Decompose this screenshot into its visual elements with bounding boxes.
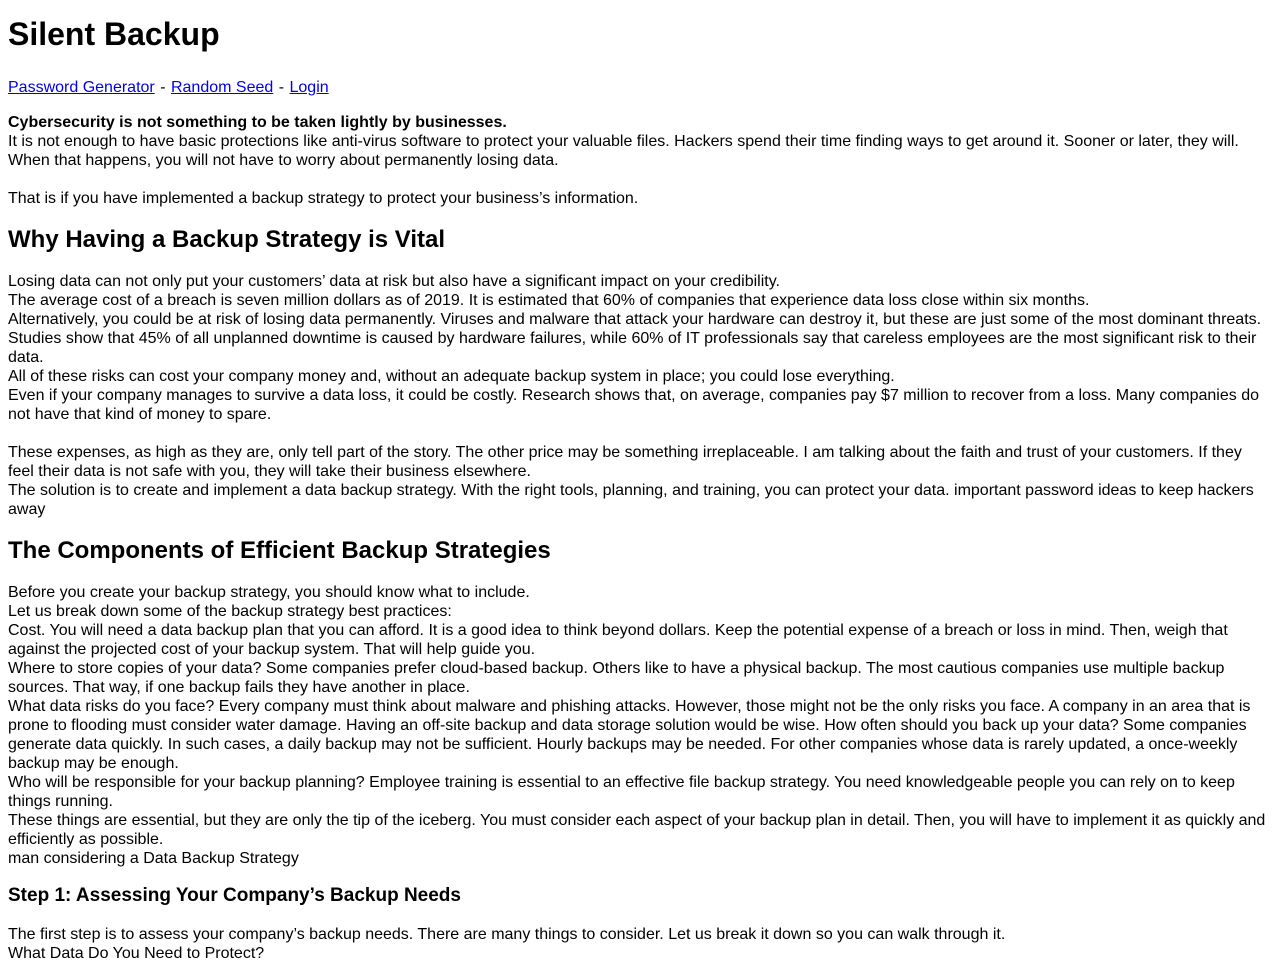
section-text: What data risks do you face? Every company must think about malware and phishing attacks. However, those might not be the only risks you face. A company in an area that is prone to flooding must consider water damage. Having an off-site backup and data storage solution would be wise. How often should you back up your data? Some companies generate data quickly. In such cases, a daily backup may not be sufficient. Hourly backups may be needed. For other companies whose data is rarely updated, a once-weekly backup may be enough. <box>8 698 1251 772</box>
section-text: Cost. You will need a data backup plan that you can afford. It is a good idea to think beyond dollars. Keep the potential expense of a breach or loss in mind. Then, weigh that against the projected cost of your backup system. That will help guide you. <box>8 622 1228 658</box>
section-text: Before you create your backup strategy, you should know what to include. <box>8 584 530 601</box>
section-text: These expenses, as high as they are, only tell part of the story. The other price may be something irreplaceable. I am talking about the faith and trust of your customers. If they feel their data is not safe with you, they will take their business elsewhere. <box>8 444 1242 480</box>
section-text: The average cost of a breach is seven million dollars as of 2019. It is estimated that 60% of companies that experience data loss close within six months. <box>8 292 1090 309</box>
section-heading-step1: Step 1: Assessing Your Company’s Backup Needs <box>8 885 461 906</box>
nav-link-random-seed[interactable]: Random Seed <box>170 79 274 96</box>
section-text: What Data Do You Need to Protect? <box>8 945 265 960</box>
section-text: Who will be responsible for your backup planning? Employee training is essential to an effective file backup strategy. You need knowledgeable people you can rely on to keep things running. <box>8 774 1235 810</box>
intro-lead: Cybersecurity is not something to be taken lightly by businesses. <box>8 114 507 131</box>
section-text: The first step is to assess your company’s backup needs. There are many things to consider. Let us break it down so you can walk through it. <box>8 926 1006 943</box>
section-text: Losing data can not only put your customers’ data at risk but also have a significant impact on your credibility. <box>8 273 780 290</box>
top-nav <box>8 78 329 97</box>
section-text: All of these risks can cost your company money and, without an adequate backup system in place; you could lose everything. <box>8 368 895 385</box>
section-text: Even if your company manages to survive a data loss, it could be costly. Research shows that, on average, companies pay $7 million to recover from a loss. Many companies do not have that kind of money to spare. <box>8 387 1259 423</box>
nav-link-login[interactable]: Login <box>289 79 329 96</box>
nav-link-password-generator[interactable]: Password Generator <box>8 79 155 96</box>
intro-paragraph: It is not enough to have basic protections like anti-virus software to protect your valuable files. Hackers spend their time finding ways to get around it. Sooner or later, they will. When that happens, you will not have to worry about permanently losing data. <box>8 133 1239 169</box>
section-text: Where to store copies of your data? Some companies prefer cloud-based backup. Others like to have a physical backup. The most cautious companies use multiple backup sources. That way, if one backup fails they have another in place. <box>8 660 1225 696</box>
section-heading-why-backup: Why Having a Backup Strategy is Vital <box>8 226 446 253</box>
article-content <box>8 113 1272 960</box>
section-text: Studies show that 45% of all unplanned downtime is caused by hardware failures, while 60% of IT professionals say that careless employees are the most significant risk to their data. <box>8 330 1257 366</box>
intro-paragraph: That is if you have implemented a backup strategy to protect your business’s information. <box>8 190 639 207</box>
section-text: These things are essential, but they are only the tip of the iceberg. You must consider each aspect of your backup plan in detail. Then, you will have to implement it as quickly and efficiently as possible. <box>8 812 1266 848</box>
image-alt-text: man considering a Data Backup Strategy <box>8 850 299 867</box>
nav-separator: - <box>160 79 166 96</box>
section-text: Alternatively, you could be at risk of losing data permanently. Viruses and malware that attack your hardware can destroy it, but these are just some of the most dominant threats. <box>8 311 1262 328</box>
site-title: Silent Backup <box>8 16 220 52</box>
section-text: The solution is to create and implement a data backup strategy. With the right tools, planning, and training, you can protect your data. important password ideas to keep hackers away <box>8 482 1254 518</box>
section-heading-components: The Components of Efficient Backup Strategies <box>8 537 551 564</box>
section-text: Let us break down some of the backup strategy best practices: <box>8 603 452 620</box>
nav-separator: - <box>278 79 285 96</box>
